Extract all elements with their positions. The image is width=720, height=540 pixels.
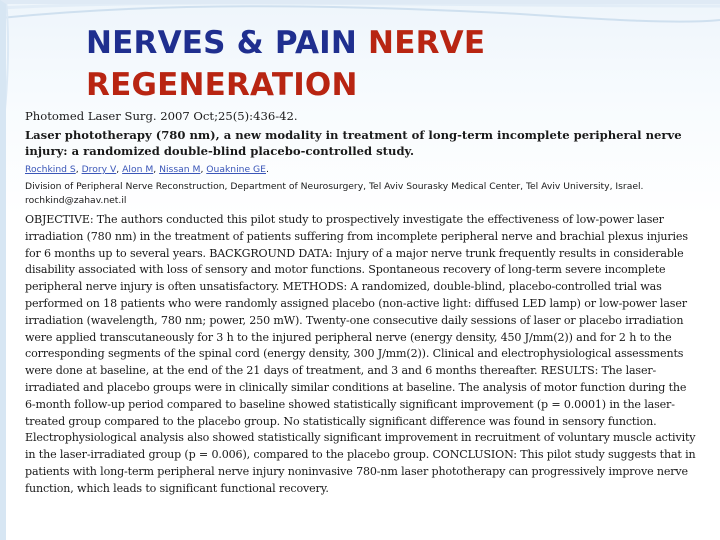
citation-body <box>25 108 697 498</box>
author-link[interactable]: Ouaknine GE <box>206 164 266 175</box>
affiliation: Division of Peripheral Nerve Reconstruction, Department of Neurosurgery, Tel Aviv Sourasky Medical Center, Tel Aviv University, Israel. rochkind@zahav.net.il <box>25 181 644 206</box>
author-list: Rochkind S, Drory V, Alon M, Nissan M, Ouaknine GE. <box>25 164 269 175</box>
author-link[interactable]: Alon M <box>122 164 154 175</box>
slide-title <box>86 22 686 106</box>
journal-reference: Photomed Laser Surg. 2007 Oct;25(5):436-42. <box>25 109 298 123</box>
author-link[interactable]: Rochkind S <box>25 164 76 175</box>
abstract-text: OBJECTIVE: The authors conducted this pilot study to prospectively investigate the effectiveness of low-power laser irradiation (780 nm) in the treatment of patients suffering from incomplete peripheral nerve and brachial plexus injuries for 6 months up to several years. BACKGROUND DATA: Injury of a major nerve trunk frequently results in considerable disability associated with loss of sensory and motor functions. Spontaneous recovery of long-term severe incomplete peripheral nerve injury is often unsatisfactory. METHODS: A randomized, double-blind, placebo-controlled trial was performed on 18 patients who were randomly assigned placebo (non-active light: diffused LED lamp) or low-power laser irradiation (wavelength, 780 nm; power, 250 mW). Twenty-one consecutive daily sessions of laser or placebo irradiation were applied transcutaneously for 3 h to the injured peripheral nerve (energy density, 450 J/mm(2)) and for 2 h to the corresponding segments of the spinal cord (energy density, 300 J/mm(2)). Clinical and electrophysiological assessments were done at baseline, at the end of the 21 days of treatment, and 3 and 6 months thereafter. RESULTS: The laser-irradiated and placebo groups were in clinically similar conditions at baseline. The analysis of motor function during the 6-month follow-up period compared to baseline showed statistically significant improvement (p = 0.0001) in the laser-treated group compared to the placebo group. No statistically significant difference was found in sensory function. Electrophysiological analysis also showed statistically significant improvement in recruitment of voluntary muscle activity in the laser-irradiated group (p = 0.006), compared to the placebo group. CONCLUSION: This pilot study suggests that in patients with long-term peripheral nerve injury noninvasive 780-nm laser phototherapy can progressively improve nerve function, which leads to significant functional recovery. <box>25 213 696 495</box>
article-title: Laser phototherapy (780 nm), a new modality in treatment of long-term incomplete peripheral nerve injury: a randomized double-blind placebo-controlled study. <box>25 128 682 158</box>
title-topic: NERVES & PAIN <box>86 25 369 61</box>
author-link[interactable]: Drory V <box>81 164 117 175</box>
author-link[interactable]: Nissan M <box>159 164 201 175</box>
title-subtopic: NERVE REGENERATION <box>86 25 486 103</box>
